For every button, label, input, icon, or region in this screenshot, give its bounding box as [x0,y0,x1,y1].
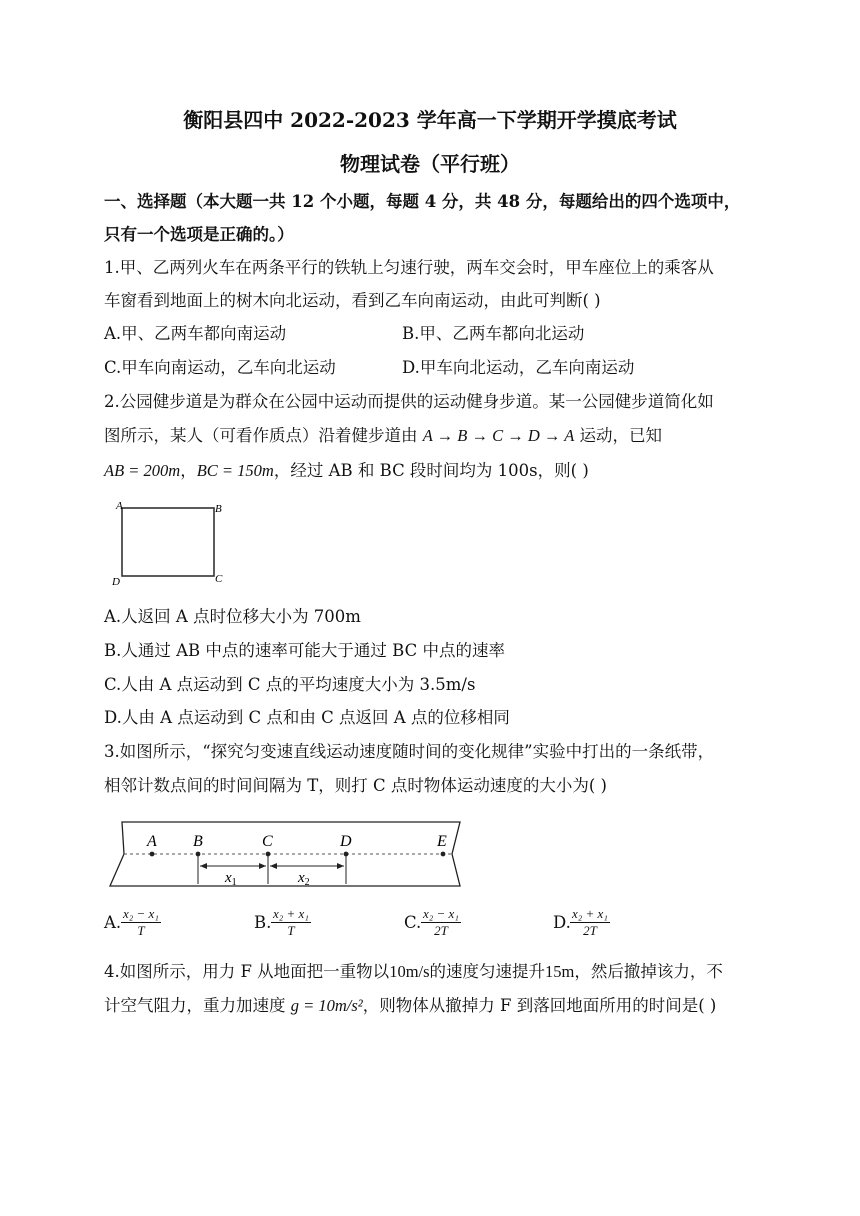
q2-label-c: C [215,573,223,585]
q1-option-d: D.甲车向北运动，乙车向南运动 [402,358,635,377]
q4-stem-line1-mid: 的速度匀速提升 [429,962,546,981]
x2-arrow-right-head [337,863,344,869]
q3-option-c-den: 2T [434,923,448,938]
q4-stem-line1 [104,961,723,983]
q4-stem-line1-text: 4.如图所示，用力 F 从地面把一重物以 [104,962,390,981]
q3-option-d-num: x₂ + x₁ [572,906,608,921]
q2-path: A → B → C → D → A [422,426,575,445]
q4-stem-line2-text: 计空气阻力，重力加速度 [104,996,291,1015]
x1-arrow-right-head [259,863,266,869]
section-heading-line1: 一、选择题（本大题一共 12 个小题，每题 4 分，共 48 分，每题给出的四个选项中， [104,192,741,211]
q1-stem-line1: 1.甲、乙两列火车在两条平行的铁轨上匀速行驶，两车交会时，甲车座位上的乘客从 [104,258,714,277]
q3-option-c-num: x₂ − x₁ [423,906,459,921]
q1-stem-line2: 车窗看到地面上的树木向北运动，看到乙车向南运动，由此可判断( ) [104,291,601,310]
q2-stem-line1: 2.公园健步道是为群众在公园中运动而提供的运动健身步道。某一公园健步道简化如 [104,392,714,411]
section-heading-line2: 只有一个选项是正确的。） [104,225,294,244]
q4-velocity: 10m/s [389,962,430,981]
q2-option-b: B.人通过 AB 中点的速率可能大于通过 BC 中点的速率 [104,641,505,660]
q3-option-c-fraction [421,906,461,939]
tape-label-a: A [147,833,157,850]
q3-option-b-fraction [271,906,311,939]
x2-label [297,870,310,888]
q4-height: 15m [545,962,575,981]
q3-option-d-label: D. [553,913,571,932]
q3-option-d-den: 2T [583,923,597,938]
q3-option-b-label: B. [254,913,272,932]
q2-ab-length: AB = 200m [104,461,181,480]
x1-symbol: x [225,870,232,886]
tape-dot-d [344,852,349,857]
q4-stem-line2 [104,995,716,1017]
tape-dot-e [441,852,446,857]
q3-option-a-num: x₂ − x₁ [123,906,159,921]
q2-option-a: A.人返回 A 点时位移大小为 700m [104,607,361,626]
q2-option-d: D.人由 A 点运动到 C 点和由 C 点返回 A 点的位移相同 [104,708,510,727]
q3-option-a-label: A. [104,913,122,932]
q1-option-a: A.甲、乙两车都向南运动 [104,324,287,343]
x1-arrow-left-head [200,863,207,869]
tape-label-b: B [193,833,203,850]
q4-stem-line2-end: ，则物体从撤掉力 F 到落回地面所用的时间是( ) [362,996,717,1015]
q2-label-a: A [116,500,123,512]
q3-option-d-fraction [570,906,610,939]
q2-stem-line2-end: 运动，已知 [574,426,663,445]
x1-subscript: 1 [231,877,237,888]
q3-option-a-fraction [121,906,161,939]
q2-stem-line3-end: ，经过 AB 和 BC 段时间均为 100s，则( ) [273,461,589,480]
q2-walkway-rect [122,508,214,576]
q2-stem-line2 [104,425,662,447]
q1-option-c: C.甲车向南运动，乙车向北运动 [104,358,336,377]
x1-label [224,870,237,888]
q3-stem-line2: 相邻计数点间的时间间隔为 T，则打 C 点时物体运动速度的大小为( ) [104,776,607,795]
q3-paper-tape-figure [104,818,474,890]
q2-separator: ， [180,461,197,480]
page-subtitle: 物理试卷（平行班） [340,152,520,176]
tape-label-e: E [437,833,447,850]
q1-option-b: B.甲、乙两车都向北运动 [402,324,585,343]
x2-subscript: 2 [304,877,310,888]
q3-option-b-den: T [287,923,295,938]
tape-label-d: D [340,833,352,850]
page-title: 衡阳县四中 2022-2023 学年高一下学期开学摸底考试 [183,108,677,132]
q2-option-c: C.人由 A 点运动到 C 点的平均速度大小为 3.5m/s [104,675,476,694]
q3-stem-line1: 3.如图所示，“探究匀变速直线运动速度随时间的变化规律”实验中打出的一条纸带， [104,742,715,761]
x2-arrow-left-head [270,863,277,869]
q4-stem-line1-end: ，然后撤掉该力，不 [574,962,723,981]
q2-stem-line2-text: 图所示，某人（可看作质点）沿着健步道由 [104,426,423,445]
x2-symbol: x [298,870,305,886]
q3-option-a-den: T [137,923,145,938]
q3-option-c-label: C. [404,913,422,932]
q2-bc-length: BC = 150m [196,461,274,480]
q2-label-d: D [112,576,120,588]
q2-rectangle-figure [108,496,228,588]
tape-dot-c [266,852,271,857]
q2-label-b: B [215,503,222,515]
q3-option-b-num: x₂ + x₁ [273,906,309,921]
tape-dot-a [150,852,155,857]
q4-gravity: g = 10m/s² [290,996,363,1015]
tape-label-c: C [262,833,273,850]
tape-dot-b [196,852,201,857]
q2-stem-line3 [104,460,589,482]
